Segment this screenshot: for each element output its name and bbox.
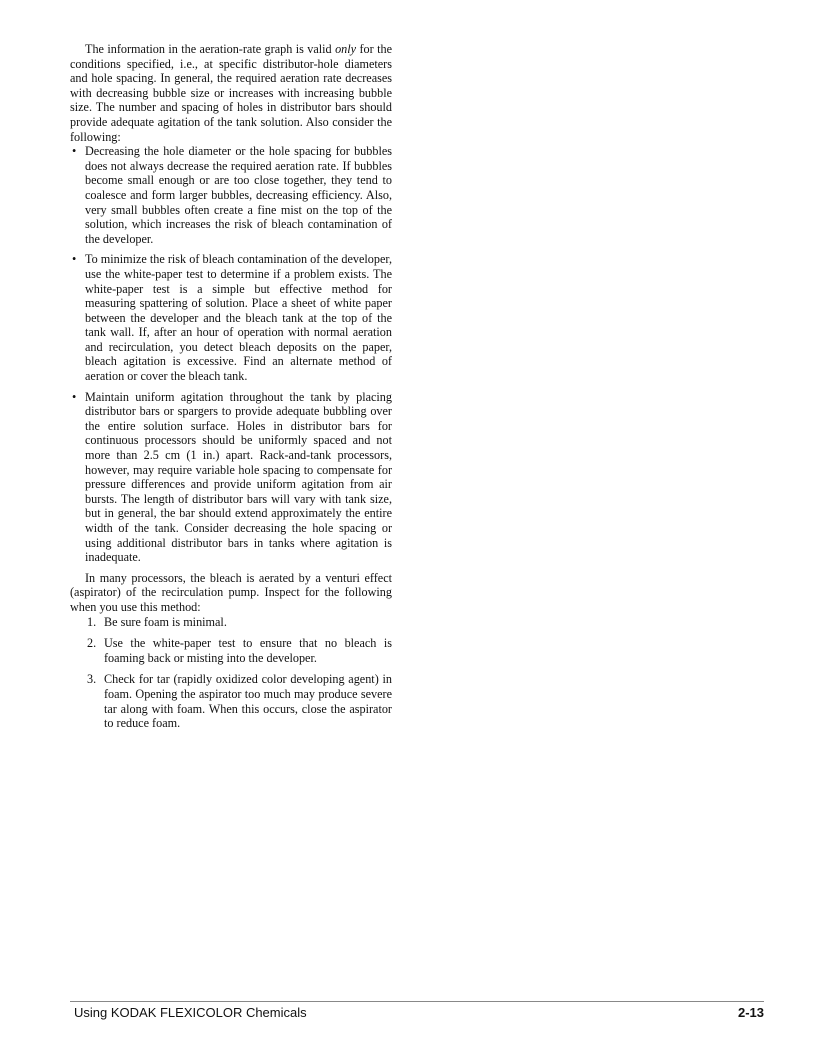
step-number: 3. [87,672,97,687]
list-item [70,390,392,565]
bullet-icon: • [72,252,77,267]
bullet-icon: • [72,144,77,159]
list-item-text: To minimize the risk of bleach contamination of the developer, use the white-paper test to determine if a problem exists. The white-paper test is a simple but effective method for measuring spattering of solution. Place a sheet of white paper between the developer and the bleach tank at the top of the tank wall. If, after an hour of operation with normal aeration and recirculation, you detect bleach deposits on the paper, bleach agitation is excessive. Find an alternate method of aeration or cover the bleach tank. [85,252,392,384]
step-text: Check for tar (rapidly oxidized color developing agent) in foam. Opening the aspirator too much may produce severe tar along with foam. When this occurs, close the aspirator to reduce foam. [104,672,392,731]
list-item [70,144,392,246]
venturi-paragraph: In many processors, the bleach is aerated by a venturi effect (aspirator) of the recirculation pump. Inspect for the following when you use this method: [70,570,392,614]
list-item [70,252,392,383]
intro-text-before: The information in the aeration-rate graph is valid [85,42,336,56]
intro-paragraph [70,42,392,144]
bullet-icon: • [72,389,77,404]
step-text: Use the white-paper test to ensure that no bleach is foaming back or misting into the developer. [104,636,392,665]
step-number: 2. [87,636,97,651]
list-item-text: Maintain uniform agitation throughout the tank by placing distributor bars or spargers to provide adequate bubbling over the entire solution surface. Holes in distributor bars for continuous processors should be uniformly spaced and not more than 2.5 cm (1 in.) apart. Rack-and-tank processors, however, may require variable hole spacing to compensate for pressure differences and provide uniform agitation from air bursts. The length of distributor bars will vary with tank size, but in general, the bar should extend approximately the entire width of the tank. Consider decreasing the hole spacing or using additional distributor bars in tanks where agitation is inadequate. [85,389,392,565]
list-item [70,615,392,630]
footer-title: Using KODAK FLEXICOLOR Chemicals [74,1005,307,1020]
intro-emphasis: only [335,42,357,56]
considerations-list [70,144,392,565]
list-item [70,672,392,730]
list-item-text: Decreasing the hole diameter or the hole spacing for bubbles does not always decrease the required aeration rate. If bubbles become small enough or are too close together, they tend to coalesce and form larger bubbles, decreasing efficiency. Also, very small bubbles often create a fine mist on the top of the solution, which increases the risk of bleach contamination of the developer. [85,144,392,246]
step-text: Be sure foam is minimal. [104,614,227,629]
footer-divider [70,1001,764,1002]
intro-text-after: for the conditions specified, i.e., at specific distributor-hole diameters and hole spacing. In general, the required aeration rate decreases with decreasing bubble size or increases with increasing bubble size. The number and spacing of holes in distributor bars should provide adequate agitation of the tank solution. Also consider the following: [70,42,392,144]
inspection-steps-list [70,615,392,731]
text-column [70,42,392,738]
step-number: 1. [87,614,97,629]
page-number: 2-13 [737,1005,764,1020]
list-item [70,636,392,665]
